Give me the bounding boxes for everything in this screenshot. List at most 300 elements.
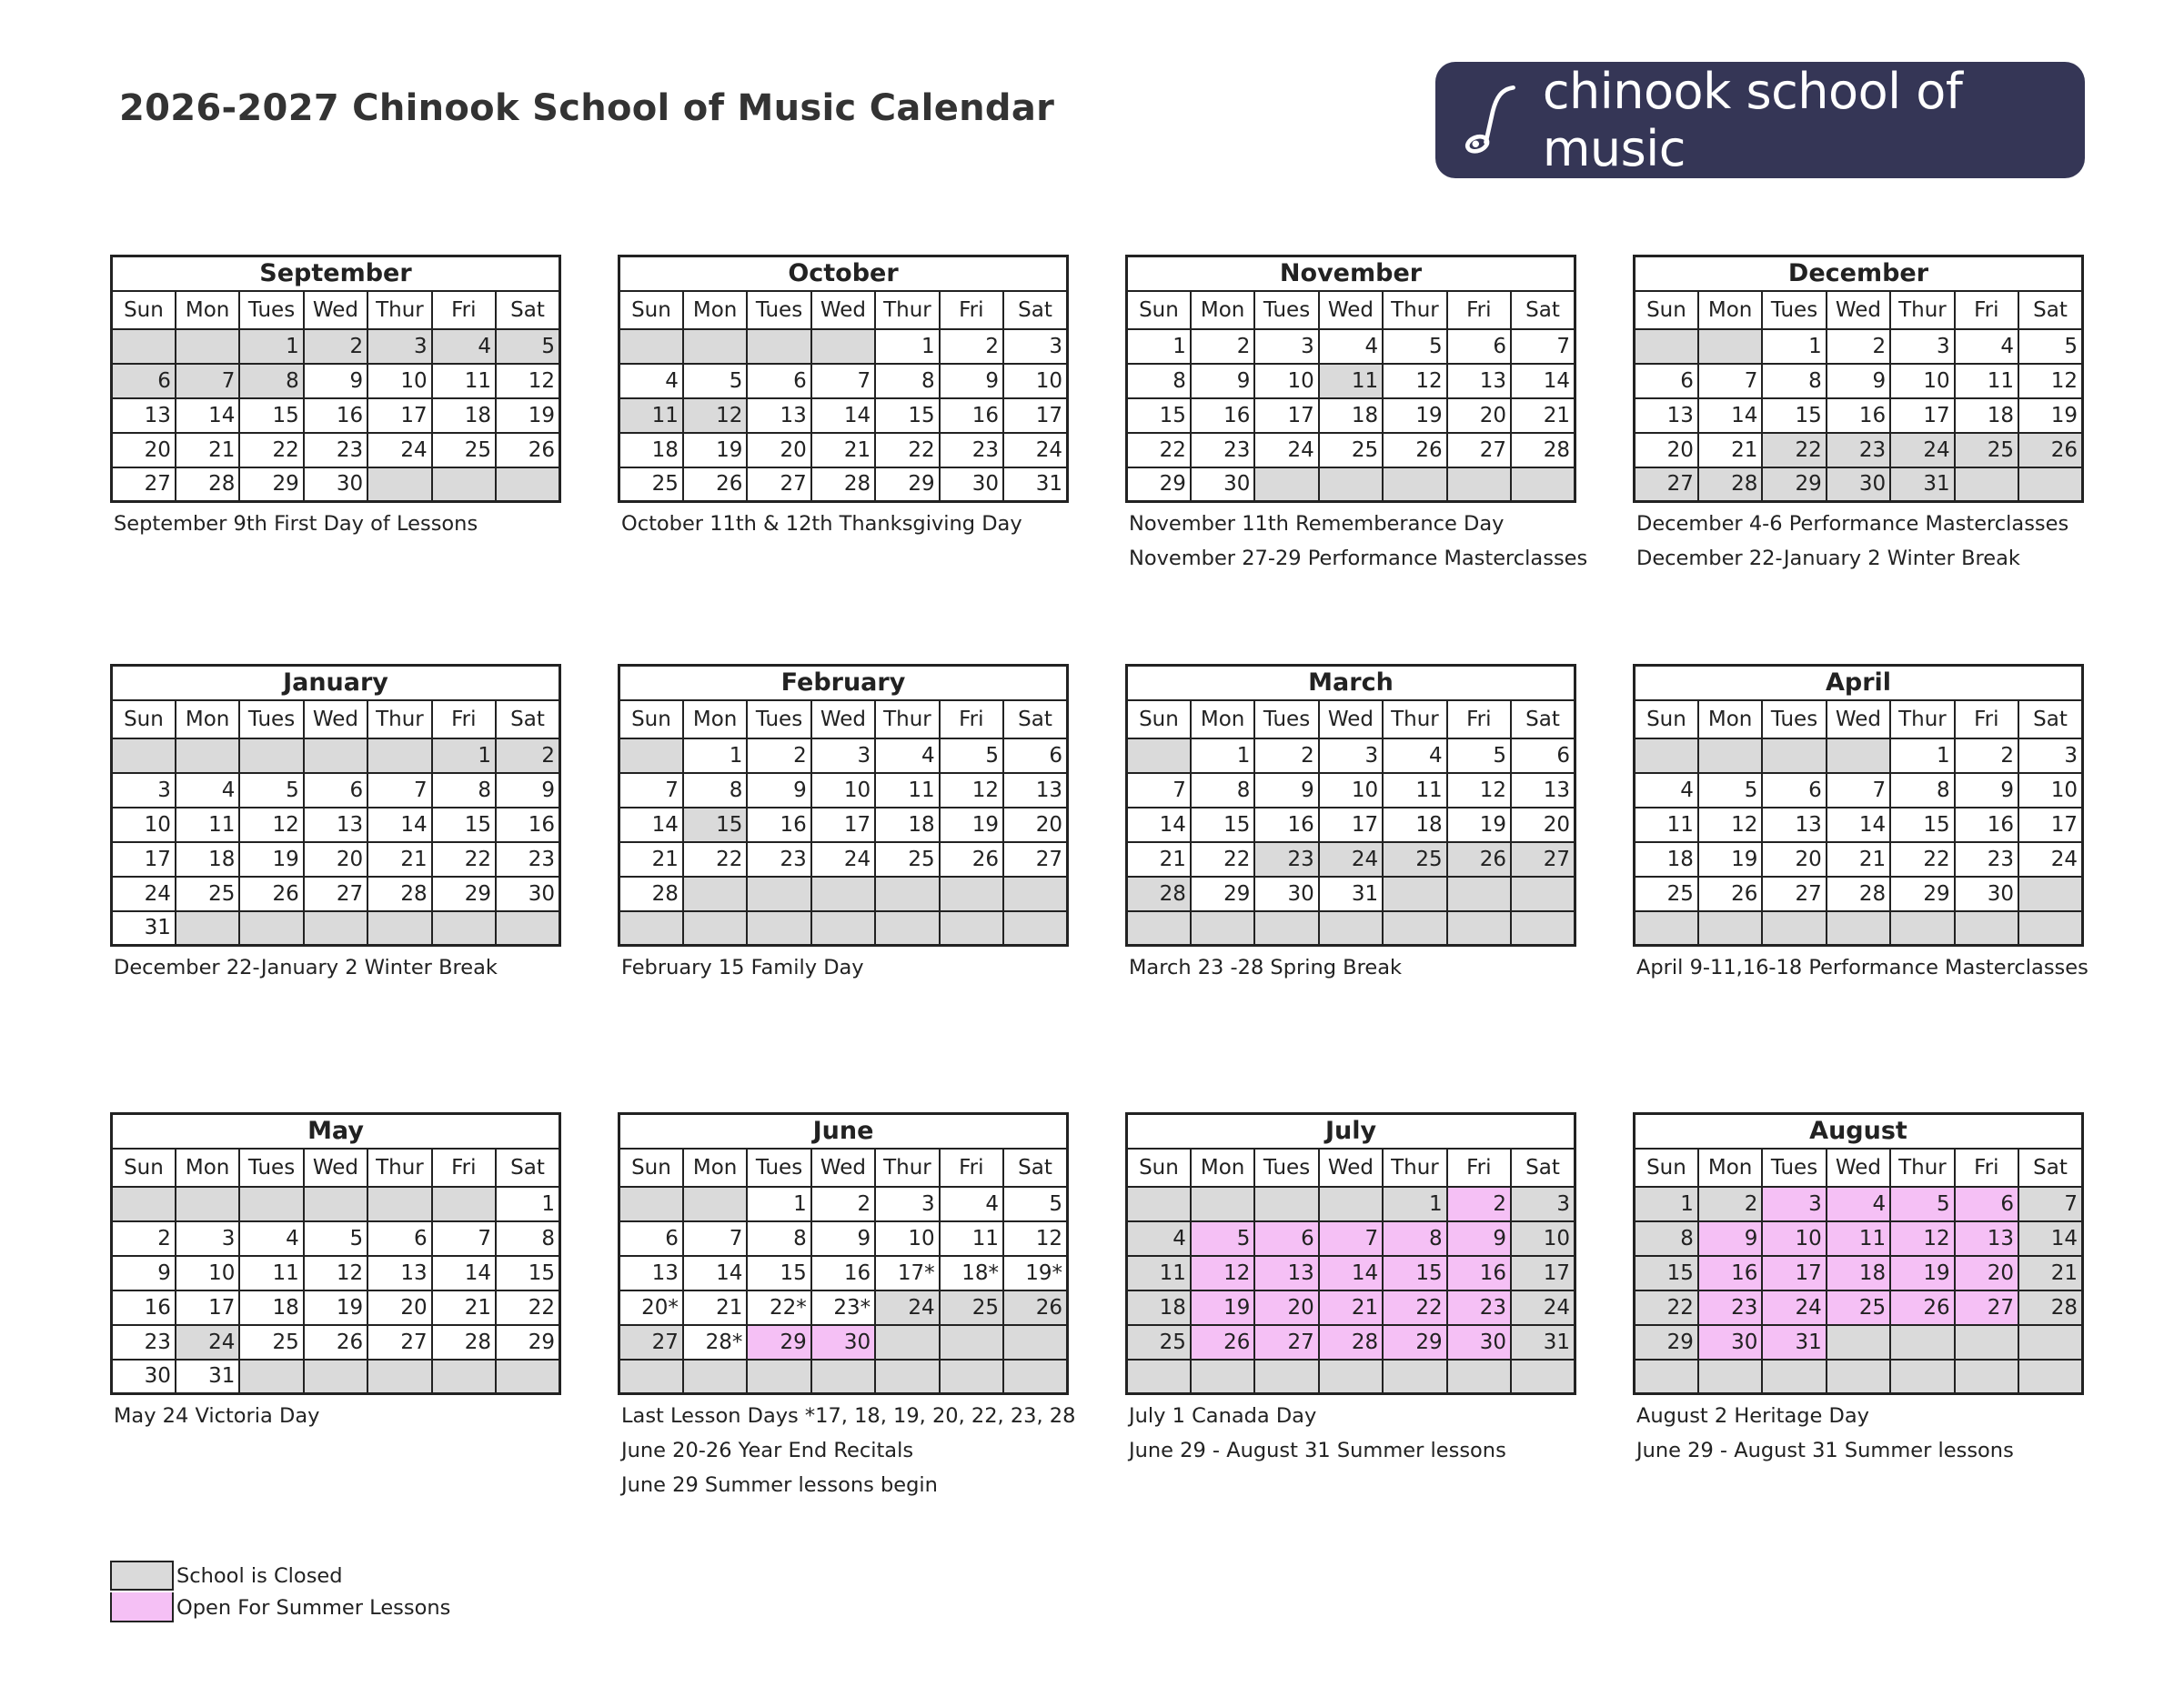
month-september — [110, 255, 561, 541]
weekday-header: Thur — [875, 700, 939, 738]
month-june — [618, 1112, 1076, 1502]
day-cell — [1003, 911, 1067, 946]
day-cell: 1 — [1762, 329, 1826, 364]
weekday-header: Thur — [1890, 291, 1954, 329]
day-cell: 26 — [1003, 1290, 1067, 1325]
day-cell: 2 — [1955, 738, 2018, 773]
day-cell: 6 — [747, 364, 810, 398]
day-cell: 26 — [1890, 1290, 1954, 1325]
day-cell — [1762, 911, 1826, 946]
day-cell: 24 — [1511, 1290, 1575, 1325]
month-note: December 22-January 2 Winter Break — [114, 956, 498, 979]
day-cell: 7 — [176, 364, 239, 398]
day-cell: 25 — [432, 433, 496, 467]
week-row — [619, 808, 1068, 842]
week-row — [619, 1187, 1068, 1221]
month-table — [1125, 664, 1576, 947]
day-cell: 19 — [496, 398, 559, 433]
day-cell: 11 — [239, 1256, 303, 1290]
day-cell: 24 — [112, 877, 176, 911]
day-cell — [2018, 467, 2082, 502]
day-cell: 31 — [1511, 1325, 1575, 1360]
day-cell: 16 — [811, 1256, 875, 1290]
day-cell: 8 — [1127, 364, 1191, 398]
day-cell: 28 — [1827, 877, 1890, 911]
day-cell — [1762, 738, 1826, 773]
day-cell — [1319, 911, 1383, 946]
month-january — [110, 664, 561, 985]
week-row — [112, 877, 560, 911]
weekday-header: Sat — [1511, 700, 1575, 738]
day-cell: 26 — [1447, 842, 1511, 877]
week-row — [1127, 1290, 1575, 1325]
week-row — [619, 329, 1068, 364]
day-cell: 26 — [304, 1325, 367, 1360]
day-cell — [1698, 911, 1762, 946]
day-cell: 23 — [1191, 433, 1254, 467]
weekday-header: Sat — [496, 700, 559, 738]
weekday-header: Wed — [304, 291, 367, 329]
weekday-header: Sat — [2018, 700, 2082, 738]
day-cell: 12 — [1698, 808, 1762, 842]
day-cell: 29 — [239, 467, 303, 502]
weekday-header: Tues — [1762, 1149, 1826, 1187]
week-row — [1127, 842, 1575, 877]
day-cell: 31 — [1319, 877, 1383, 911]
day-cell: 23 — [1827, 433, 1890, 467]
week-row — [1635, 1325, 2083, 1360]
legend-swatch-summer — [110, 1592, 174, 1622]
day-cell: 3 — [1890, 329, 1954, 364]
day-cell: 1 — [239, 329, 303, 364]
month-table — [1633, 255, 2084, 503]
day-cell: 16 — [112, 1290, 176, 1325]
day-cell: 17 — [1254, 398, 1318, 433]
day-cell: 20 — [1254, 1290, 1318, 1325]
weekday-header: Fri — [940, 1149, 1003, 1187]
month-notes — [1633, 507, 2084, 576]
day-cell: 15 — [432, 808, 496, 842]
legend-item-closed — [110, 1560, 450, 1592]
day-cell: 10 — [1319, 773, 1383, 808]
day-cell: 4 — [940, 1187, 1003, 1221]
day-cell: 23 — [1698, 1290, 1762, 1325]
weekday-header: Wed — [1319, 700, 1383, 738]
day-cell — [1191, 1360, 1254, 1394]
week-row — [112, 1187, 560, 1221]
weekday-header: Sat — [2018, 1149, 2082, 1187]
day-cell: 27 — [619, 1325, 683, 1360]
month-notes — [1125, 1399, 1576, 1468]
day-cell: 4 — [875, 738, 939, 773]
day-cell — [432, 1187, 496, 1221]
day-cell: 23 — [1447, 1290, 1511, 1325]
day-cell: 14 — [1511, 364, 1575, 398]
weekday-header: Fri — [1955, 700, 2018, 738]
day-cell: 9 — [1447, 1221, 1511, 1256]
day-cell: 28 — [2018, 1290, 2082, 1325]
day-cell — [875, 911, 939, 946]
day-cell — [1890, 1325, 1954, 1360]
week-row — [1127, 329, 1575, 364]
day-cell: 6 — [1003, 738, 1067, 773]
day-cell: 30 — [1254, 877, 1318, 911]
month-note: November 27-29 Performance Masterclasses — [1129, 547, 1588, 570]
weekday-header: Mon — [1698, 700, 1762, 738]
day-cell — [1383, 1360, 1446, 1394]
weekday-header: Fri — [1447, 291, 1511, 329]
day-cell — [875, 877, 939, 911]
day-cell — [1319, 467, 1383, 502]
day-cell: 21 — [176, 433, 239, 467]
day-cell — [367, 1360, 431, 1394]
week-row — [112, 1221, 560, 1256]
week-row — [1635, 1290, 2083, 1325]
weekday-header: Wed — [811, 700, 875, 738]
day-cell: 28* — [683, 1325, 747, 1360]
day-cell — [1383, 877, 1446, 911]
day-cell: 9 — [496, 773, 559, 808]
day-cell: 29 — [1383, 1325, 1446, 1360]
weekday-header: Mon — [683, 291, 747, 329]
day-cell — [2018, 1325, 2082, 1360]
weekday-header: Wed — [1827, 700, 1890, 738]
day-cell: 5 — [683, 364, 747, 398]
month-note: April 9-11,16-18 Performance Masterclasses — [1636, 956, 2088, 979]
day-cell: 24 — [1319, 842, 1383, 877]
day-cell: 21 — [432, 1290, 496, 1325]
day-cell: 28 — [1698, 467, 1762, 502]
day-cell: 8 — [239, 364, 303, 398]
day-cell: 3 — [811, 738, 875, 773]
week-row — [112, 467, 560, 502]
day-cell — [1890, 1360, 1954, 1394]
music-note-logo-icon — [1452, 75, 1537, 166]
day-cell: 5 — [2018, 329, 2082, 364]
day-cell: 15 — [496, 1256, 559, 1290]
day-cell: 18 — [875, 808, 939, 842]
week-row — [112, 1256, 560, 1290]
day-cell: 14 — [2018, 1221, 2082, 1256]
day-cell: 13 — [1635, 398, 1698, 433]
day-cell: 12 — [1890, 1221, 1954, 1256]
month-name: January — [112, 666, 560, 700]
weekday-header: Tues — [747, 291, 810, 329]
day-cell: 12 — [1383, 364, 1446, 398]
weekday-header: Sun — [112, 291, 176, 329]
day-cell: 17 — [811, 808, 875, 842]
day-cell: 5 — [304, 1221, 367, 1256]
day-cell: 9 — [1955, 773, 2018, 808]
day-cell: 14 — [1827, 808, 1890, 842]
day-cell — [1635, 738, 1698, 773]
weekday-header: Sun — [1635, 700, 1698, 738]
day-cell: 29 — [496, 1325, 559, 1360]
day-cell: 25 — [619, 467, 683, 502]
week-row — [619, 467, 1068, 502]
day-cell: 22 — [1191, 842, 1254, 877]
month-note: November 11th Rememberance Day — [1129, 512, 1505, 536]
day-cell: 22* — [747, 1290, 810, 1325]
day-cell — [1127, 738, 1191, 773]
day-cell: 14 — [619, 808, 683, 842]
day-cell — [496, 1360, 559, 1394]
day-cell: 10 — [811, 773, 875, 808]
week-row — [619, 1290, 1068, 1325]
day-cell: 25 — [1383, 842, 1446, 877]
weekday-header: Fri — [1955, 291, 2018, 329]
day-cell: 14 — [1698, 398, 1762, 433]
week-row — [619, 1221, 1068, 1256]
weekday-header: Tues — [239, 291, 303, 329]
day-cell: 15 — [1127, 398, 1191, 433]
day-cell — [683, 329, 747, 364]
day-cell — [747, 877, 810, 911]
day-cell: 27 — [1254, 1325, 1318, 1360]
day-cell: 22 — [683, 842, 747, 877]
day-cell: 1 — [1191, 738, 1254, 773]
day-cell: 4 — [239, 1221, 303, 1256]
day-cell: 11 — [619, 398, 683, 433]
weekday-header: Mon — [1191, 700, 1254, 738]
day-cell: 21 — [1127, 842, 1191, 877]
weekday-header: Tues — [1254, 700, 1318, 738]
weekday-header: Fri — [432, 700, 496, 738]
day-cell: 29 — [747, 1325, 810, 1360]
day-cell: 11 — [940, 1221, 1003, 1256]
day-cell: 18 — [1319, 398, 1383, 433]
day-cell — [811, 329, 875, 364]
day-cell: 12 — [1191, 1256, 1254, 1290]
day-cell — [1955, 911, 2018, 946]
day-cell — [304, 1360, 367, 1394]
week-row — [1127, 467, 1575, 502]
day-cell: 12 — [304, 1256, 367, 1290]
day-cell: 6 — [304, 773, 367, 808]
day-cell — [112, 1187, 176, 1221]
day-cell — [1827, 1360, 1890, 1394]
weekday-header: Wed — [1319, 1149, 1383, 1187]
weekday-header: Sun — [619, 700, 683, 738]
day-cell — [367, 738, 431, 773]
day-cell: 23 — [496, 842, 559, 877]
day-cell — [1447, 911, 1511, 946]
month-may — [110, 1112, 561, 1433]
day-cell: 29 — [875, 467, 939, 502]
day-cell: 16 — [304, 398, 367, 433]
day-cell: 15 — [1635, 1256, 1698, 1290]
day-cell: 21 — [683, 1290, 747, 1325]
day-cell: 14 — [432, 1256, 496, 1290]
day-cell: 18 — [432, 398, 496, 433]
day-cell: 5 — [239, 773, 303, 808]
day-cell: 17 — [1762, 1256, 1826, 1290]
page-title: 2026-2027 Chinook School of Music Calendar — [119, 87, 1055, 129]
day-cell: 20 — [1003, 808, 1067, 842]
week-row — [1127, 364, 1575, 398]
day-cell: 30 — [304, 467, 367, 502]
day-cell: 3 — [875, 1187, 939, 1221]
day-cell: 13 — [1003, 773, 1067, 808]
day-cell: 21 — [1319, 1290, 1383, 1325]
month-note: September 9th First Day of Lessons — [114, 512, 478, 536]
day-cell: 19 — [683, 433, 747, 467]
month-note: June 29 - August 31 Summer lessons — [1636, 1439, 2014, 1462]
day-cell: 29 — [432, 877, 496, 911]
day-cell: 11 — [1827, 1221, 1890, 1256]
week-row — [1635, 842, 2083, 877]
week-row — [1127, 1221, 1575, 1256]
day-cell: 18 — [176, 842, 239, 877]
day-cell: 18 — [239, 1290, 303, 1325]
weekday-header: Wed — [1827, 1149, 1890, 1187]
day-cell: 10 — [112, 808, 176, 842]
weekday-header: Thur — [367, 700, 431, 738]
day-cell: 28 — [619, 877, 683, 911]
weekday-header: Sat — [496, 1149, 559, 1187]
day-cell: 15 — [1762, 398, 1826, 433]
week-row — [112, 808, 560, 842]
day-cell: 27 — [1003, 842, 1067, 877]
month-name: September — [112, 256, 560, 291]
day-cell: 20 — [1635, 433, 1698, 467]
day-cell: 3 — [2018, 738, 2082, 773]
day-cell: 27 — [747, 467, 810, 502]
day-cell: 25 — [1827, 1290, 1890, 1325]
day-cell: 20 — [367, 1290, 431, 1325]
week-row — [112, 398, 560, 433]
day-cell: 28 — [811, 467, 875, 502]
month-name: February — [619, 666, 1068, 700]
weekday-header: Sat — [1511, 291, 1575, 329]
day-cell: 4 — [1827, 1187, 1890, 1221]
day-cell: 26 — [1383, 433, 1446, 467]
day-cell — [747, 911, 810, 946]
day-cell: 5 — [1003, 1187, 1067, 1221]
day-cell: 20 — [1511, 808, 1575, 842]
week-row — [1635, 364, 2083, 398]
day-cell: 19 — [304, 1290, 367, 1325]
day-cell: 25 — [1127, 1325, 1191, 1360]
week-row — [112, 773, 560, 808]
day-cell — [619, 911, 683, 946]
week-row — [619, 773, 1068, 808]
day-cell: 26 — [496, 433, 559, 467]
weekday-header: Mon — [176, 1149, 239, 1187]
day-cell: 17 — [2018, 808, 2082, 842]
day-cell — [619, 329, 683, 364]
day-cell: 19 — [1698, 842, 1762, 877]
day-cell: 9 — [112, 1256, 176, 1290]
month-table — [618, 255, 1069, 503]
day-cell — [1383, 467, 1446, 502]
month-name: May — [112, 1114, 560, 1149]
day-cell: 17 — [367, 398, 431, 433]
day-cell: 15 — [239, 398, 303, 433]
day-cell — [112, 329, 176, 364]
day-cell: 23 — [1254, 842, 1318, 877]
day-cell: 27 — [1955, 1290, 2018, 1325]
day-cell: 19 — [1890, 1256, 1954, 1290]
day-cell: 4 — [1383, 738, 1446, 773]
weekday-header: Tues — [239, 700, 303, 738]
weekday-header: Sun — [619, 1149, 683, 1187]
weekday-header: Tues — [1254, 291, 1318, 329]
day-cell — [940, 877, 1003, 911]
week-row — [1127, 1187, 1575, 1221]
day-cell: 2 — [747, 738, 810, 773]
day-cell: 11 — [176, 808, 239, 842]
month-name: March — [1127, 666, 1575, 700]
day-cell: 1 — [496, 1187, 559, 1221]
day-cell: 24 — [1003, 433, 1067, 467]
week-row — [619, 1256, 1068, 1290]
day-cell: 1 — [683, 738, 747, 773]
day-cell: 12 — [683, 398, 747, 433]
month-table — [110, 664, 561, 947]
weekday-header: Tues — [1762, 291, 1826, 329]
month-note: June 29 Summer lessons begin — [621, 1473, 938, 1497]
day-cell — [1827, 738, 1890, 773]
day-cell: 18 — [1127, 1290, 1191, 1325]
day-cell: 11 — [875, 773, 939, 808]
week-row — [112, 364, 560, 398]
day-cell: 7 — [683, 1221, 747, 1256]
day-cell: 7 — [1127, 773, 1191, 808]
day-cell — [239, 1187, 303, 1221]
day-cell: 27 — [112, 467, 176, 502]
day-cell: 29 — [1635, 1325, 1698, 1360]
day-cell: 19 — [1383, 398, 1446, 433]
day-cell: 3 — [1762, 1187, 1826, 1221]
day-cell: 5 — [1890, 1187, 1954, 1221]
weekday-header: Fri — [940, 291, 1003, 329]
weekday-header: Mon — [1191, 291, 1254, 329]
weekday-header: Mon — [1191, 1149, 1254, 1187]
day-cell — [2018, 877, 2082, 911]
week-row — [619, 842, 1068, 877]
day-cell — [747, 329, 810, 364]
day-cell: 28 — [1127, 877, 1191, 911]
day-cell: 7 — [1698, 364, 1762, 398]
day-cell: 9 — [1827, 364, 1890, 398]
day-cell — [176, 738, 239, 773]
day-cell — [1191, 911, 1254, 946]
weekday-header: Fri — [940, 700, 1003, 738]
month-note: December 22-January 2 Winter Break — [1636, 547, 2020, 570]
day-cell: 22 — [1383, 1290, 1446, 1325]
day-cell: 22 — [1127, 433, 1191, 467]
logo — [1435, 62, 2085, 178]
day-cell: 13 — [367, 1256, 431, 1290]
weekday-header: Sat — [496, 291, 559, 329]
day-cell: 19 — [2018, 398, 2082, 433]
weekday-header: Mon — [176, 700, 239, 738]
day-cell: 27 — [1635, 467, 1698, 502]
day-cell: 5 — [1698, 773, 1762, 808]
day-cell: 3 — [1319, 738, 1383, 773]
day-cell — [496, 467, 559, 502]
day-cell: 17 — [176, 1290, 239, 1325]
day-cell: 5 — [1447, 738, 1511, 773]
day-cell: 26 — [940, 842, 1003, 877]
weekday-header: Thur — [1890, 700, 1954, 738]
day-cell: 4 — [1127, 1221, 1191, 1256]
month-december — [1633, 255, 2084, 576]
day-cell — [747, 1360, 810, 1394]
day-cell: 28 — [1511, 433, 1575, 467]
day-cell: 21 — [2018, 1256, 2082, 1290]
